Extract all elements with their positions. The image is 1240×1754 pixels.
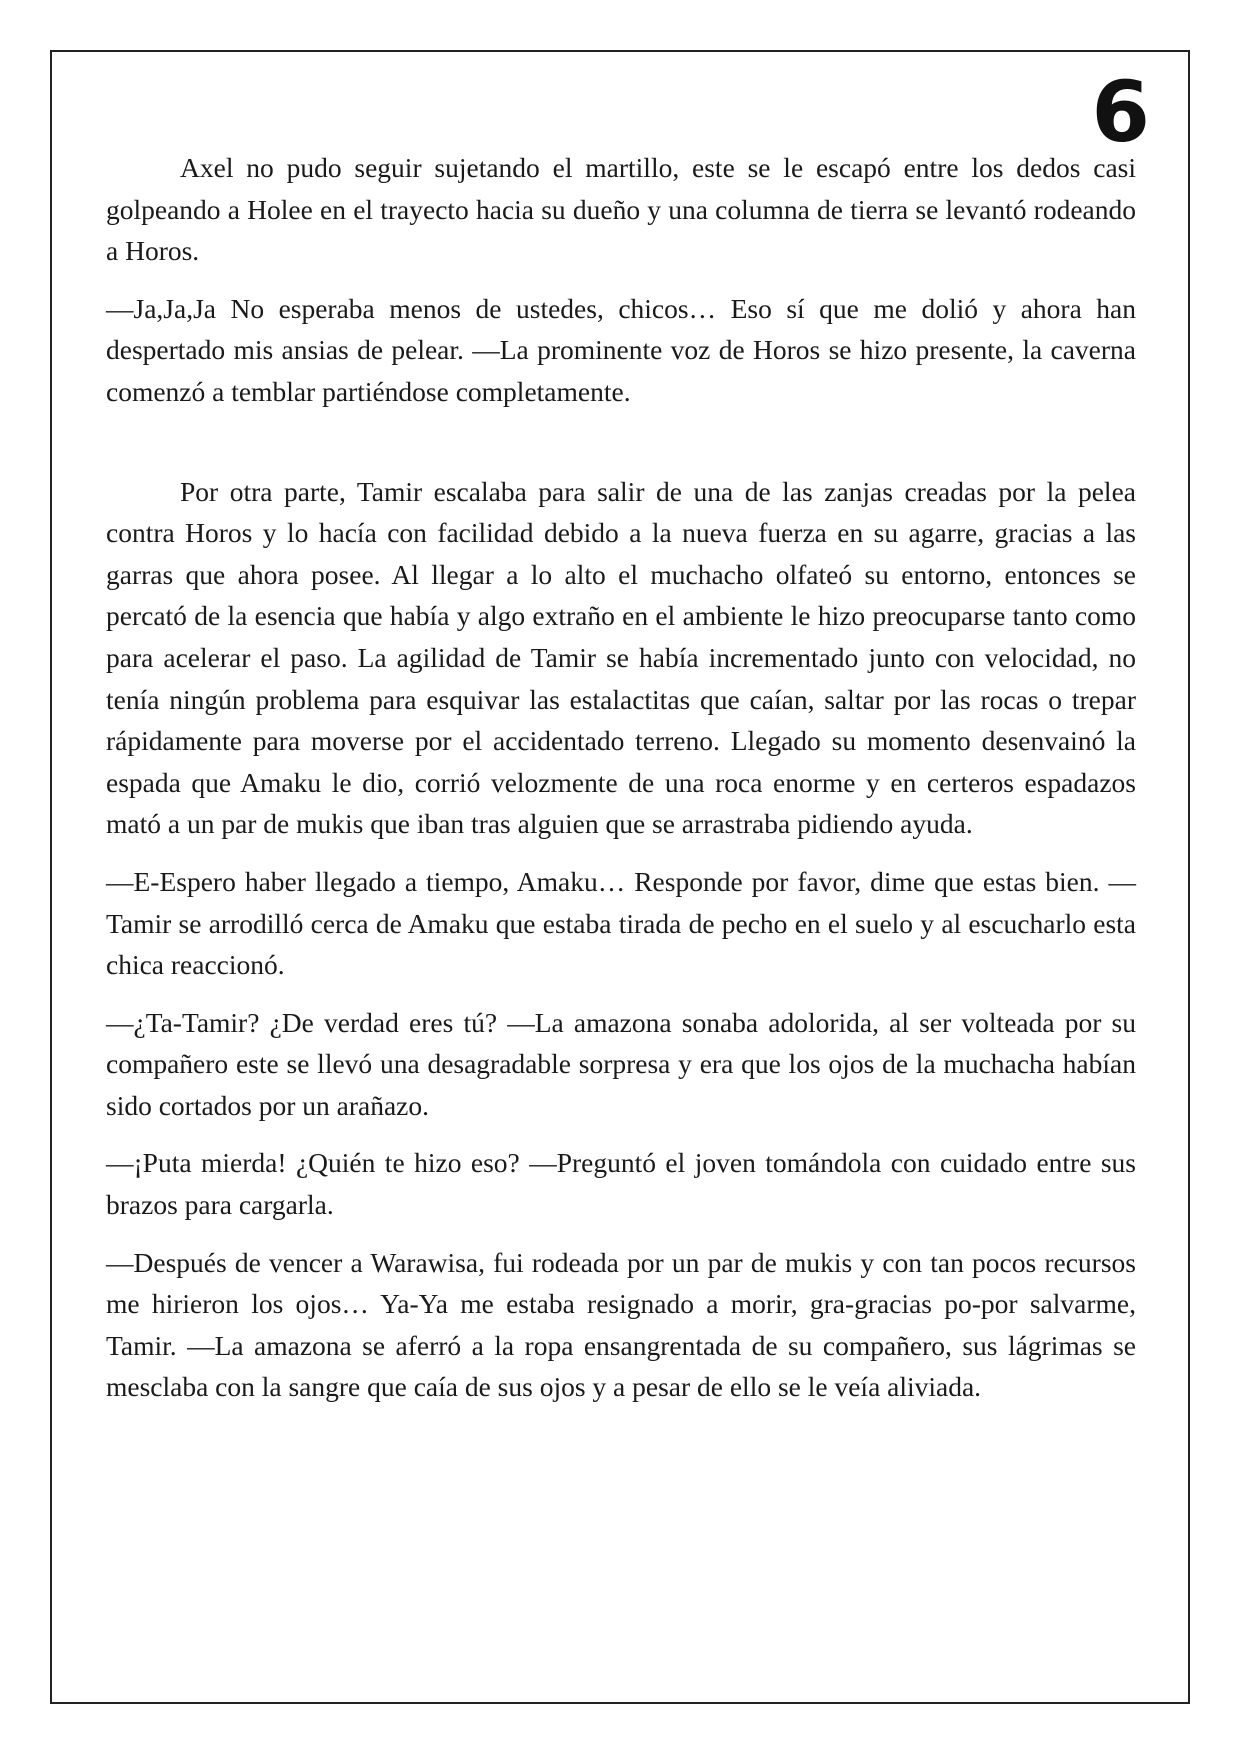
paragraph-3: Por otra parte, Tamir escalaba para salir de una de las zanjas creadas por la pelea contra Horos y lo hacía con facilidad debido a la nueva fuerza en su agarre, gracias a las garras que ahora posee. Al llegar a lo alto el muchacho olfateó su entorno, entonces se percató de la esencia que había y algo extraño en el ambiente le hizo preocuparse tanto como para acelerar el paso. La agilidad de Tamir se había incrementado junto con velocidad, no tenía ningún problema para esquivar las estalactitas que caían, saltar por las rocas o trepar rápidamente para moverse por el accidentado terreno. Llegado su momento desenvainó la espada que Amaku le dio, corrió velozmente de una roca enorme y en certeros espadazos mató a un par de mukis que iban tras alguien que se arrastraba pidiendo ayuda. [106,475,1136,840]
page-number: 6 [1091,63,1150,161]
paragraph-2: —Ja,Ja,Ja No esperaba menos de ustedes, chicos… Eso sí que me dolió y ahora han despertado mis ansias de pelear. —La prominente voz de Horos se hizo presente, la caverna comenzó a temblar partiéndose completamente. [106,292,1136,407]
paragraph-6: —¡Puta mierda! ¿Quién te hizo eso? —Preguntó el joven tomándola con cuidado entre sus brazos para cargarla. [106,1147,1136,1221]
paragraph-5: —¿Ta-Tamir? ¿De verdad eres tú? —La amazona sonaba adolorida, al ser volteada por su compañero este se llevó una desagradable sorpresa y era que los ojos de la muchacha habían sido cortados por un arañazo. [106,1006,1136,1121]
paragraph-7: —Después de vencer a Warawisa, fui rodeada por un par de mukis y con tan pocos recursos me hirieron los ojos… Ya-Ya me estaba resignado a morir, gra-gracias po-por salvarme, Tamir. —La amazona se aferró a la ropa ensangrentada de su compañero, sus lágrimas se mesclaba con la sangre que caía de sus ojos y a pesar de ello se le veía aliviada. [106,1246,1136,1403]
paragraph-4: —E-Espero haber llegado a tiempo, Amaku… Responde por favor, dime que estas bien. —Tamir se arrodilló cerca de Amaku que estaba tirada de pecho en el suelo y al escucharlo esta chica reaccionó. [106,865,1136,981]
text-body [106,147,1136,1424]
paragraph-1: Axel no pudo seguir sujetando el martillo, este se le escapó entre los dedos casi golpeando a Holee en el trayecto hacia su dueño y una columna de tierra se levantó rodeando a Horos. [106,152,1136,267]
section-break [106,429,1136,471]
page-frame [50,50,1190,1704]
